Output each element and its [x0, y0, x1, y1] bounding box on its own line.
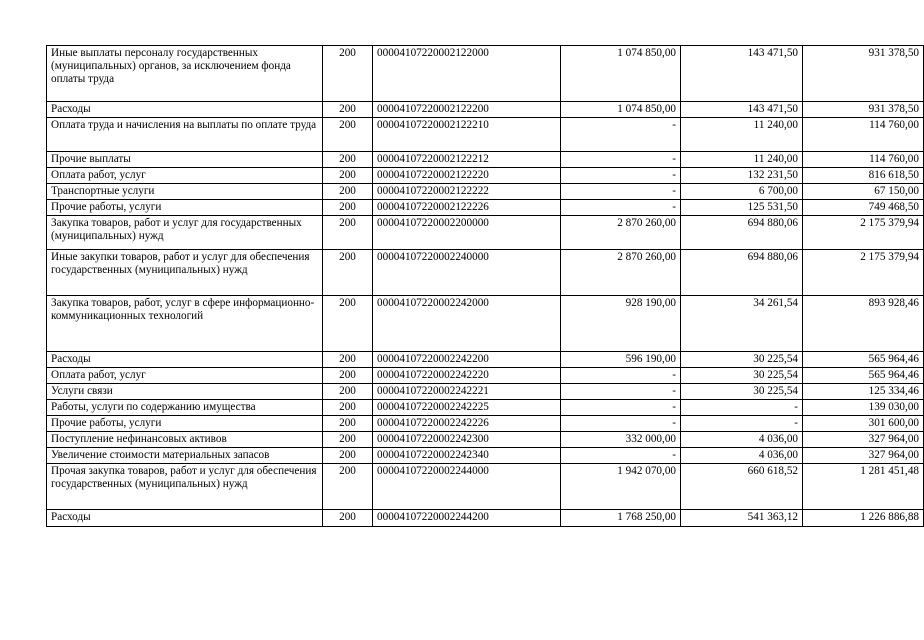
- budget-classification-code-cell: 00004107220002242225: [373, 400, 561, 416]
- row-code-cell: 200: [323, 200, 373, 216]
- unexecuted-amount-cell: 2 175 379,94: [803, 250, 924, 296]
- executed-amount-cell: 30 225,54: [681, 384, 803, 400]
- unexecuted-amount-cell: 327 964,00: [803, 432, 924, 448]
- unexecuted-amount-cell: 749 468,50: [803, 200, 924, 216]
- budget-classification-code-cell: 00004107220002122200: [373, 102, 561, 118]
- approved-amount-cell: -: [561, 152, 681, 168]
- budget-classification-code-cell: 00004107220002122226: [373, 200, 561, 216]
- table-row: [47, 296, 924, 352]
- unexecuted-amount-cell: 1 281 451,48: [803, 464, 924, 510]
- approved-amount-cell: 1 768 250,00: [561, 510, 681, 527]
- executed-amount-cell: 143 471,50: [681, 102, 803, 118]
- budget-classification-code-cell: 00004107220002200000: [373, 216, 561, 250]
- row-name-cell: Услуги связи: [47, 384, 323, 400]
- unexecuted-amount-cell: 816 618,50: [803, 168, 924, 184]
- budget-classification-code-cell: 00004107220002244000: [373, 464, 561, 510]
- approved-amount-cell: -: [561, 118, 681, 152]
- unexecuted-amount-cell: 67 150,00: [803, 184, 924, 200]
- budget-execution-table: [46, 45, 924, 527]
- table-row: [47, 102, 924, 118]
- budget-classification-code-cell: 00004107220002242000: [373, 296, 561, 352]
- executed-amount-cell: -: [681, 400, 803, 416]
- budget-classification-code-cell: 00004107220002242220: [373, 368, 561, 384]
- budget-classification-code-cell: 00004107220002122210: [373, 118, 561, 152]
- table-row: [47, 448, 924, 464]
- approved-amount-cell: 928 190,00: [561, 296, 681, 352]
- budget-classification-code-cell: 00004107220002242340: [373, 448, 561, 464]
- row-code-cell: 200: [323, 168, 373, 184]
- unexecuted-amount-cell: 1 226 886,88: [803, 510, 924, 527]
- row-name-cell: Расходы: [47, 102, 323, 118]
- row-code-cell: 200: [323, 46, 373, 102]
- executed-amount-cell: 694 880,06: [681, 216, 803, 250]
- approved-amount-cell: -: [561, 416, 681, 432]
- budget-classification-code-cell: 00004107220002242300: [373, 432, 561, 448]
- row-name-cell: Оплата работ, услуг: [47, 368, 323, 384]
- approved-amount-cell: -: [561, 168, 681, 184]
- row-name-cell: Расходы: [47, 352, 323, 368]
- approved-amount-cell: -: [561, 448, 681, 464]
- approved-amount-cell: 1 074 850,00: [561, 102, 681, 118]
- row-code-cell: 200: [323, 464, 373, 510]
- row-name-cell: Работы, услуги по содержанию имущества: [47, 400, 323, 416]
- executed-amount-cell: 11 240,00: [681, 152, 803, 168]
- row-code-cell: 200: [323, 152, 373, 168]
- table-row: [47, 152, 924, 168]
- budget-classification-code-cell: 00004107220002242221: [373, 384, 561, 400]
- approved-amount-cell: 2 870 260,00: [561, 250, 681, 296]
- table-row: [47, 464, 924, 510]
- budget-classification-code-cell: 00004107220002122212: [373, 152, 561, 168]
- row-code-cell: 200: [323, 384, 373, 400]
- table-row: [47, 368, 924, 384]
- approved-amount-cell: 1 942 070,00: [561, 464, 681, 510]
- table-row: [47, 510, 924, 527]
- table-row: [47, 168, 924, 184]
- approved-amount-cell: 2 870 260,00: [561, 216, 681, 250]
- budget-classification-code-cell: 00004107220002242200: [373, 352, 561, 368]
- row-code-cell: 200: [323, 352, 373, 368]
- unexecuted-amount-cell: 114 760,00: [803, 152, 924, 168]
- unexecuted-amount-cell: 139 030,00: [803, 400, 924, 416]
- row-name-cell: Поступление нефинансовых активов: [47, 432, 323, 448]
- budget-classification-code-cell: 00004107220002242226: [373, 416, 561, 432]
- row-code-cell: 200: [323, 102, 373, 118]
- approved-amount-cell: 596 190,00: [561, 352, 681, 368]
- table-row: [47, 352, 924, 368]
- budget-classification-code-cell: 00004107220002240000: [373, 250, 561, 296]
- unexecuted-amount-cell: 327 964,00: [803, 448, 924, 464]
- executed-amount-cell: 30 225,54: [681, 368, 803, 384]
- executed-amount-cell: 11 240,00: [681, 118, 803, 152]
- executed-amount-cell: 4 036,00: [681, 448, 803, 464]
- unexecuted-amount-cell: 125 334,46: [803, 384, 924, 400]
- table-row: [47, 46, 924, 102]
- unexecuted-amount-cell: 301 600,00: [803, 416, 924, 432]
- row-code-cell: 200: [323, 368, 373, 384]
- row-name-cell: Закупка товаров, работ и услуг для государственных (муниципальных) нужд: [47, 216, 323, 250]
- executed-amount-cell: 132 231,50: [681, 168, 803, 184]
- row-code-cell: 200: [323, 432, 373, 448]
- executed-amount-cell: 6 700,00: [681, 184, 803, 200]
- table-row: [47, 400, 924, 416]
- table-row: [47, 250, 924, 296]
- table-row: [47, 184, 924, 200]
- budget-classification-code-cell: 00004107220002122222: [373, 184, 561, 200]
- row-code-cell: 200: [323, 448, 373, 464]
- row-code-cell: 200: [323, 400, 373, 416]
- executed-amount-cell: 125 531,50: [681, 200, 803, 216]
- executed-amount-cell: 143 471,50: [681, 46, 803, 102]
- budget-classification-code-cell: 00004107220002122000: [373, 46, 561, 102]
- row-code-cell: 200: [323, 416, 373, 432]
- unexecuted-amount-cell: 931 378,50: [803, 102, 924, 118]
- table-row: [47, 416, 924, 432]
- row-name-cell: Оплата труда и начисления на выплаты по оплате труда: [47, 118, 323, 152]
- executed-amount-cell: -: [681, 416, 803, 432]
- row-name-cell: Оплата работ, услуг: [47, 168, 323, 184]
- row-name-cell: Прочие работы, услуги: [47, 200, 323, 216]
- row-code-cell: 200: [323, 296, 373, 352]
- unexecuted-amount-cell: 931 378,50: [803, 46, 924, 102]
- row-name-cell: Транспортные услуги: [47, 184, 323, 200]
- row-name-cell: Прочие работы, услуги: [47, 416, 323, 432]
- approved-amount-cell: 1 074 850,00: [561, 46, 681, 102]
- executed-amount-cell: 34 261,54: [681, 296, 803, 352]
- executed-amount-cell: 694 880,06: [681, 250, 803, 296]
- unexecuted-amount-cell: 114 760,00: [803, 118, 924, 152]
- executed-amount-cell: 541 363,12: [681, 510, 803, 527]
- row-name-cell: Иные закупки товаров, работ и услуг для обеспечения государственных (муниципальных) нужд: [47, 250, 323, 296]
- approved-amount-cell: -: [561, 184, 681, 200]
- approved-amount-cell: 332 000,00: [561, 432, 681, 448]
- table-row: [47, 118, 924, 152]
- table-row: [47, 216, 924, 250]
- unexecuted-amount-cell: 565 964,46: [803, 368, 924, 384]
- approved-amount-cell: -: [561, 368, 681, 384]
- approved-amount-cell: -: [561, 200, 681, 216]
- executed-amount-cell: 4 036,00: [681, 432, 803, 448]
- table-row: [47, 384, 924, 400]
- unexecuted-amount-cell: 893 928,46: [803, 296, 924, 352]
- row-name-cell: Закупка товаров, работ, услуг в сфере информационно-коммуникационных технологий: [47, 296, 323, 352]
- row-name-cell: Прочая закупка товаров, работ и услуг для обеспечения государственных (муниципальных) нужд: [47, 464, 323, 510]
- table-body: [47, 46, 924, 527]
- approved-amount-cell: -: [561, 384, 681, 400]
- unexecuted-amount-cell: 2 175 379,94: [803, 216, 924, 250]
- row-code-cell: 200: [323, 510, 373, 527]
- table-row: [47, 200, 924, 216]
- row-name-cell: Расходы: [47, 510, 323, 527]
- unexecuted-amount-cell: 565 964,46: [803, 352, 924, 368]
- approved-amount-cell: -: [561, 400, 681, 416]
- executed-amount-cell: 30 225,54: [681, 352, 803, 368]
- row-name-cell: Прочие выплаты: [47, 152, 323, 168]
- row-name-cell: Увеличение стоимости материальных запасов: [47, 448, 323, 464]
- row-code-cell: 200: [323, 216, 373, 250]
- table-row: [47, 432, 924, 448]
- executed-amount-cell: 660 618,52: [681, 464, 803, 510]
- budget-classification-code-cell: 00004107220002122220: [373, 168, 561, 184]
- row-code-cell: 200: [323, 184, 373, 200]
- budget-classification-code-cell: 00004107220002244200: [373, 510, 561, 527]
- row-code-cell: 200: [323, 250, 373, 296]
- row-name-cell: Иные выплаты персоналу государственных (муниципальных) органов, за исключением фонда оплаты труда: [47, 46, 323, 102]
- row-code-cell: 200: [323, 118, 373, 152]
